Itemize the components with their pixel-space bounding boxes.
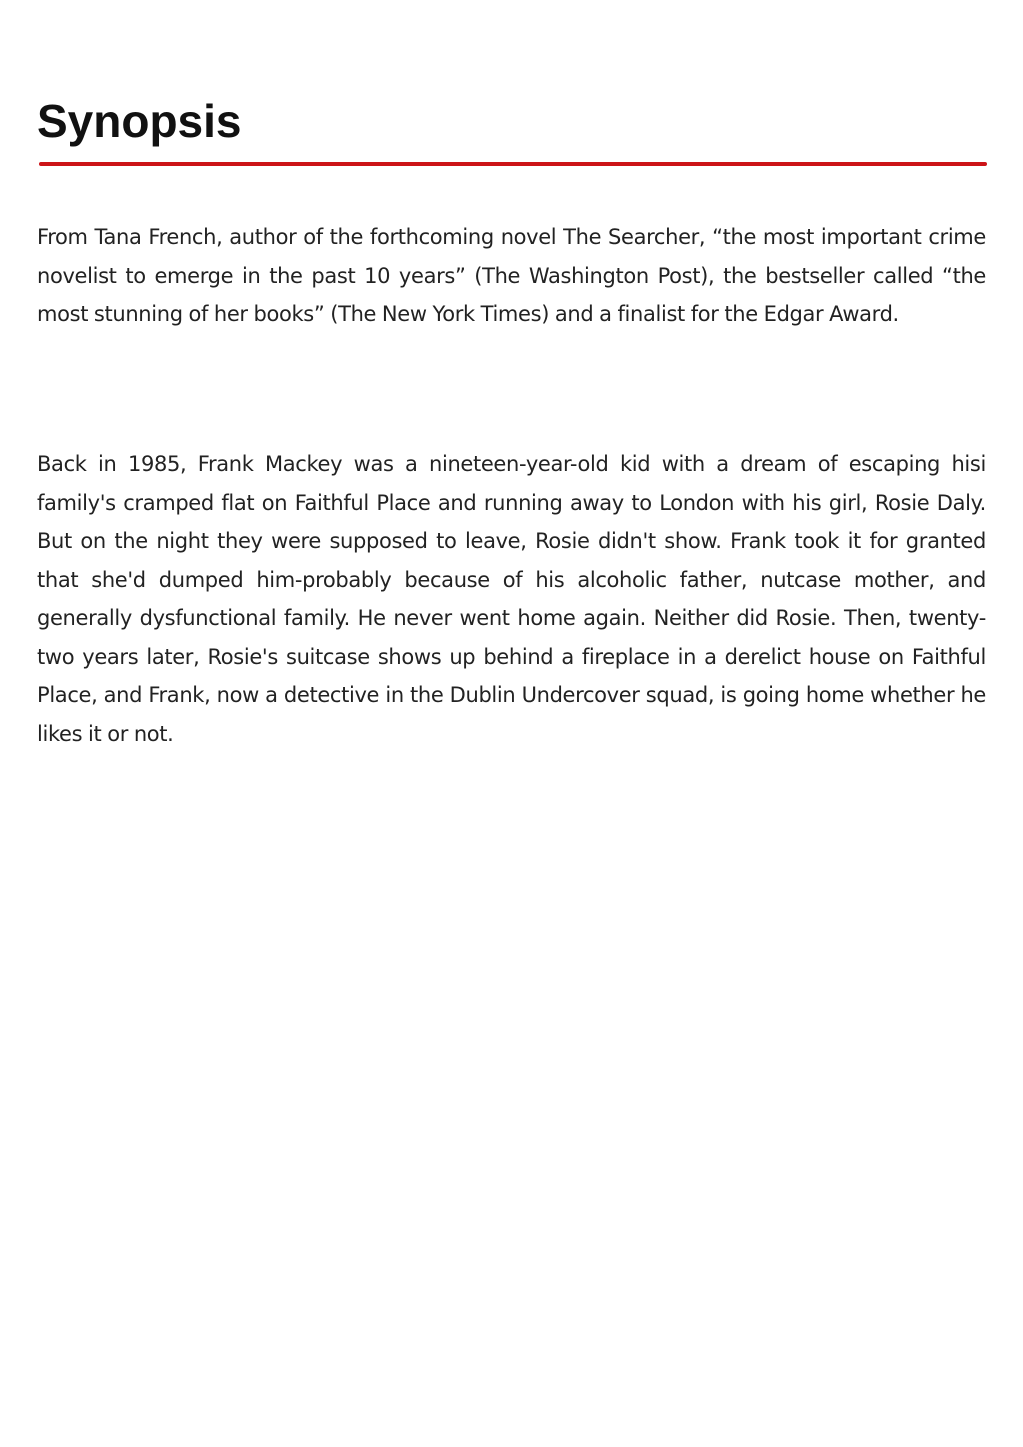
title-underline: [39, 162, 987, 166]
synopsis-paragraph-plot: Back in 1985, Frank Mackey was a nineteen-year-old kid with a dream of escaping hisi family's cramped flat on Faithful Place and running away to London with his girl, Rosie Daly. But on the night they were supposed to leave, Rosie didn't show. Frank took it for granted that she'd dumped him-probably because of his alcoholic father, nutcase mother, and generally dysfunctional family. He never went home again. Neither did Rosie. Then, twenty-two years later, Rosie's suitcase shows up behind a fireplace in a derelict house on Faithful Place, and Frank, now a detective in the Dublin Undercover squad, is going home whether he likes it or not.: [37, 452, 986, 746]
page-title: Synopsis: [37, 95, 242, 147]
synopsis-paragraph-intro: From Tana French, author of the forthcoming novel The Searcher, “the most important crime novelist to emerge in the past 10 years” (The Washington Post), the bestseller called “the most stunning of her books” (The New York Times) and a finalist for the Edgar Award.: [37, 225, 986, 326]
